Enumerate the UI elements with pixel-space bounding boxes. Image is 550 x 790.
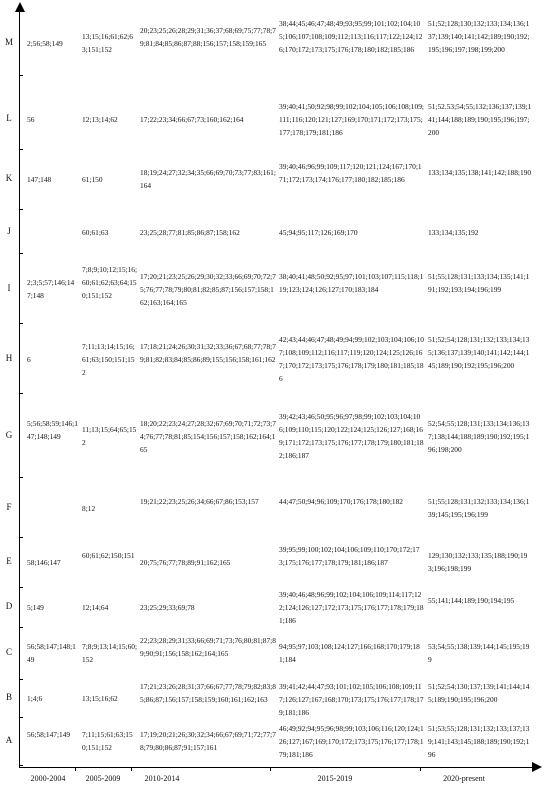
period-label: 2010-2014: [144, 774, 180, 783]
period-label: 2005-2009: [85, 774, 121, 783]
matrix-cell: 46;49;92;94;95;96;98;99;103;106;116;120;124;126;127;167;169;170;172;173;175;176;177;178;179;181;186: [279, 723, 424, 759]
matrix-cell: 39;42;43;46;50;95;96;97;98;99;102;103;104;106;109;110;115;120;122;124;125;126;127;168;169;171;172;173;175;176;177;178;179;180;181;182;186;187: [279, 412, 424, 460]
matrix-cell: 7;8;9;10;12;15;16;60;61;62;63;64;150;151;152: [82, 265, 138, 300]
matrix-cell: 22;23;28;29;31;33;66;69;71;73;76;80;81;87;89;90;91;156;158;162;164;165: [140, 635, 276, 658]
row-letter: C: [5, 647, 12, 657]
row-letter: K: [5, 173, 13, 183]
x-tick: [75, 767, 76, 771]
y-tick: [19, 149, 23, 150]
matrix-cell: 51;52;54;128;131;132;133;134;135;136;137;139;140;141;142;144;145;189;190;192;195;196;200: [428, 335, 530, 370]
matrix-cell: 147;148: [27, 174, 52, 184]
matrix-cell: 11;13;15;64;65;152: [82, 425, 137, 447]
matrix-cell: 55;141;144;189;190;194;195: [428, 596, 515, 605]
matrix-cell: 133;134;135;138;141;142;188;190: [428, 168, 532, 177]
row-letter: E: [6, 556, 12, 566]
y-tick: [19, 679, 23, 680]
y-tick: [19, 253, 23, 254]
x-axis: [19, 767, 534, 768]
y-tick: [19, 765, 23, 766]
matrix-cell: 60;61;62;150;151: [82, 551, 135, 560]
row-letter: J: [7, 226, 11, 236]
matrix-cell: 42;43;44;46;47;48;49;94;99;102;103;104;106;107;108;109;112;116;117;119;120;124;125;126;167;170;172;173;175;176;178;179;180;181;185;186: [279, 335, 424, 383]
matrix-cell: 52;54;55;128;131;133;134;136;137;138;144;188;189;190;192;195;196;198;200: [428, 418, 530, 454]
matrix-cell: 129;130;132;133;135;188;190;193;196;198;199: [428, 551, 528, 573]
row-letter: F: [6, 502, 12, 512]
row-letter: I: [7, 283, 11, 293]
matrix-cell: 17;21;23;26;28;31;37;66;67;77;78;79;82;83;85;86;87;156;157;158;159;160;161;162;163: [140, 682, 276, 704]
matrix-cell: 53;54;55;138;139;144;145;195;199: [428, 642, 530, 664]
period-label: 2015-2019: [317, 774, 353, 783]
x-tick: [270, 767, 271, 771]
matrix-cell: 13;15;16;62: [82, 693, 118, 703]
y-tick: [19, 627, 23, 628]
matrix-cell: 17;18;21;24;26;30;31;32;33;36;67;68;77;78;79;81;82;83;84;85;86;89;155;156;158;161;162: [140, 341, 276, 364]
y-tick: [19, 209, 23, 210]
matrix-cell: 23;25;29;33;69;78: [140, 602, 195, 612]
matrix-cell: 7;11;15;61;63;150;151;152: [82, 730, 133, 752]
row-letter: B: [5, 692, 12, 702]
matrix-cell: 39;40;46;96;99;109;117;120;121;124;167;170;171;172;173;174;176;177;180;182;185;186: [279, 161, 422, 184]
y-tick: [19, 393, 23, 394]
matrix-cell: 23;25;28;77;81;85;86;87;158;162: [140, 227, 240, 237]
matrix-cell: 17;20;21;23;25;26;29;30;32;33;66;69;70;72;75;76;77;78;79;80;81;82;85;87;156;157;158;162;163;164;165: [140, 271, 276, 307]
matrix-cell: 17;19;20;21;26;30;32;34;66;67;69;71;72;77;78;79;80;86;87;91;157;161: [140, 730, 276, 752]
row-letter: H: [5, 353, 13, 363]
matrix-cell: 39;41;42;44;47;93;101;102;105;106;108;109;117;126;127;167;168;170;173;175;176;177;178;179;181;186: [279, 682, 424, 717]
y-tick: [19, 323, 23, 324]
y-tick: [19, 717, 23, 718]
y-axis-arrowhead: [15, 2, 25, 12]
matrix-cell: 18;20;22;23;24;27;28;32;67;69;70;71;72;73;74;76;77;78;81;85;154;156;157;158;162;164;165: [140, 418, 276, 454]
y-axis: [19, 10, 20, 767]
matrix-cell: 44;47;50;94;96;109;170;176;178;180;182: [279, 497, 404, 506]
matrix-cell: 2;3;5;57;146;147;148: [27, 278, 75, 300]
matrix-cell: 6: [27, 354, 31, 364]
matrix-cell: 20;75;76;77;78;89;91;162;165: [140, 557, 231, 567]
y-tick: [19, 477, 23, 478]
matrix-cell: 17;22;23;34;66;67;73;160;162;164: [140, 114, 244, 124]
y-tick: [19, 587, 23, 588]
matrix-cell: 8;12: [82, 503, 96, 513]
matrix-cell: 60;61;63: [82, 227, 109, 237]
matrix-cell: 94;95;97;103;108;124;127;166;168;170;179;181;184: [279, 642, 420, 664]
matrix-cell: 51;52;54;130;137;139;141;144;145;189;190;195;196;200: [428, 682, 530, 704]
matrix-cell: 39;40;46;48;96;99;102;104;106;109;114;117;122;124;126;127;172;173;175;176;177;178;179;181;186: [279, 590, 424, 625]
matrix-cell: 58;146;147: [27, 557, 61, 567]
matrix-cell: 12;13;14;62: [82, 114, 118, 124]
matrix-cell: 20;23;25;26;28;29;31;36;37;68;69;75;77;78;79;81;84;85;86;87;88;156;157;158;159;165: [140, 25, 276, 48]
x-tick: [420, 767, 421, 771]
period-label: 2000-2004: [30, 774, 66, 783]
matrix-cell: 39;40;41;50;92;98;99;102;104;105;106;108;109;111;116;120;121;127;169;170;171;172;173;175;177;178;179;181;186: [279, 101, 424, 137]
x-axis-arrowhead: [532, 762, 542, 772]
row-letter: G: [5, 430, 13, 440]
x-tick: [131, 767, 132, 771]
matrix-cell: 2;56;58;149: [27, 38, 63, 48]
matrix-cell: 38;44;45;46;47;48;49;93;95;99;101;102;104;105;106;107;108;109;112;113;116;117;122;124;126;170;172;173;175;176;178;180;182;185;186: [279, 19, 423, 54]
row-letter: L: [6, 113, 12, 123]
y-tick: [19, 75, 23, 76]
matrix-cell: 133;134;135;192: [428, 227, 479, 237]
matrix-cell: 61;150: [82, 174, 103, 184]
matrix-cell: 51;52;128;130;132;133;134;136;137;139;140;141;142;189;190;192;195;196;197;198;199;200: [428, 19, 530, 54]
period-label: 2020-present: [443, 774, 485, 783]
row-letter: M: [4, 37, 13, 47]
matrix-cell: 5;149: [27, 602, 44, 612]
matrix-cell: 56;58;147;148;149: [27, 642, 76, 664]
matrix-cell: 56;58;147;149: [27, 730, 71, 739]
matrix-cell: 51;52.53;54;55;132;136;137;139;141;144;188;189;190;195;196;197;200: [428, 101, 532, 137]
matrix-cell: 19;21;22;23;25;26;34;66;67;86;153;157: [140, 497, 259, 506]
matrix-cell: 18;19;24;27;32;34;35;66;69;70;73;77;83;161;164: [140, 168, 276, 190]
row-letter: A: [5, 735, 13, 745]
matrix-cell: 51;55;128;131;133;134;135;141;191;192;193;194;196;199: [428, 271, 530, 294]
matrix-cell: 51;53;55;128;131;132;133;137;139;141;143;145;188;189;190;192;196: [428, 723, 530, 759]
matrix-cell: 12;14;64: [82, 602, 109, 612]
matrix-cell: 13;15;16;61;62;63;151;152: [82, 32, 133, 54]
matrix-cell: 51;55;128;131;132;133;134;136;139;145;195;196;199: [428, 497, 530, 519]
y-tick: [19, 537, 23, 538]
matrix-cell: 38;40;41;48;50;92;95;97;101;103;107;115;118;119;123;124;126;127;170;183;184: [279, 271, 424, 294]
row-letter: D: [5, 601, 13, 611]
matrix-cell: 56: [27, 114, 35, 124]
matrix-cell: 1;4;6: [27, 693, 43, 703]
matrix-cell: 39;95;99;100;102;104;106;109;110;170;172;173;175;176;177;178;179;181;186;187: [279, 544, 420, 567]
matrix-cell: 7;11;13;14;15;16;61;63;150;151;152: [82, 341, 135, 377]
matrix-cell: 45;94;95;117;126;169;170: [279, 227, 358, 237]
matrix-cell: 5;56;58;59;146;147;148;149: [27, 418, 78, 441]
matrix-cell: 7;8;9;13;14;15;60;152: [82, 642, 138, 664]
